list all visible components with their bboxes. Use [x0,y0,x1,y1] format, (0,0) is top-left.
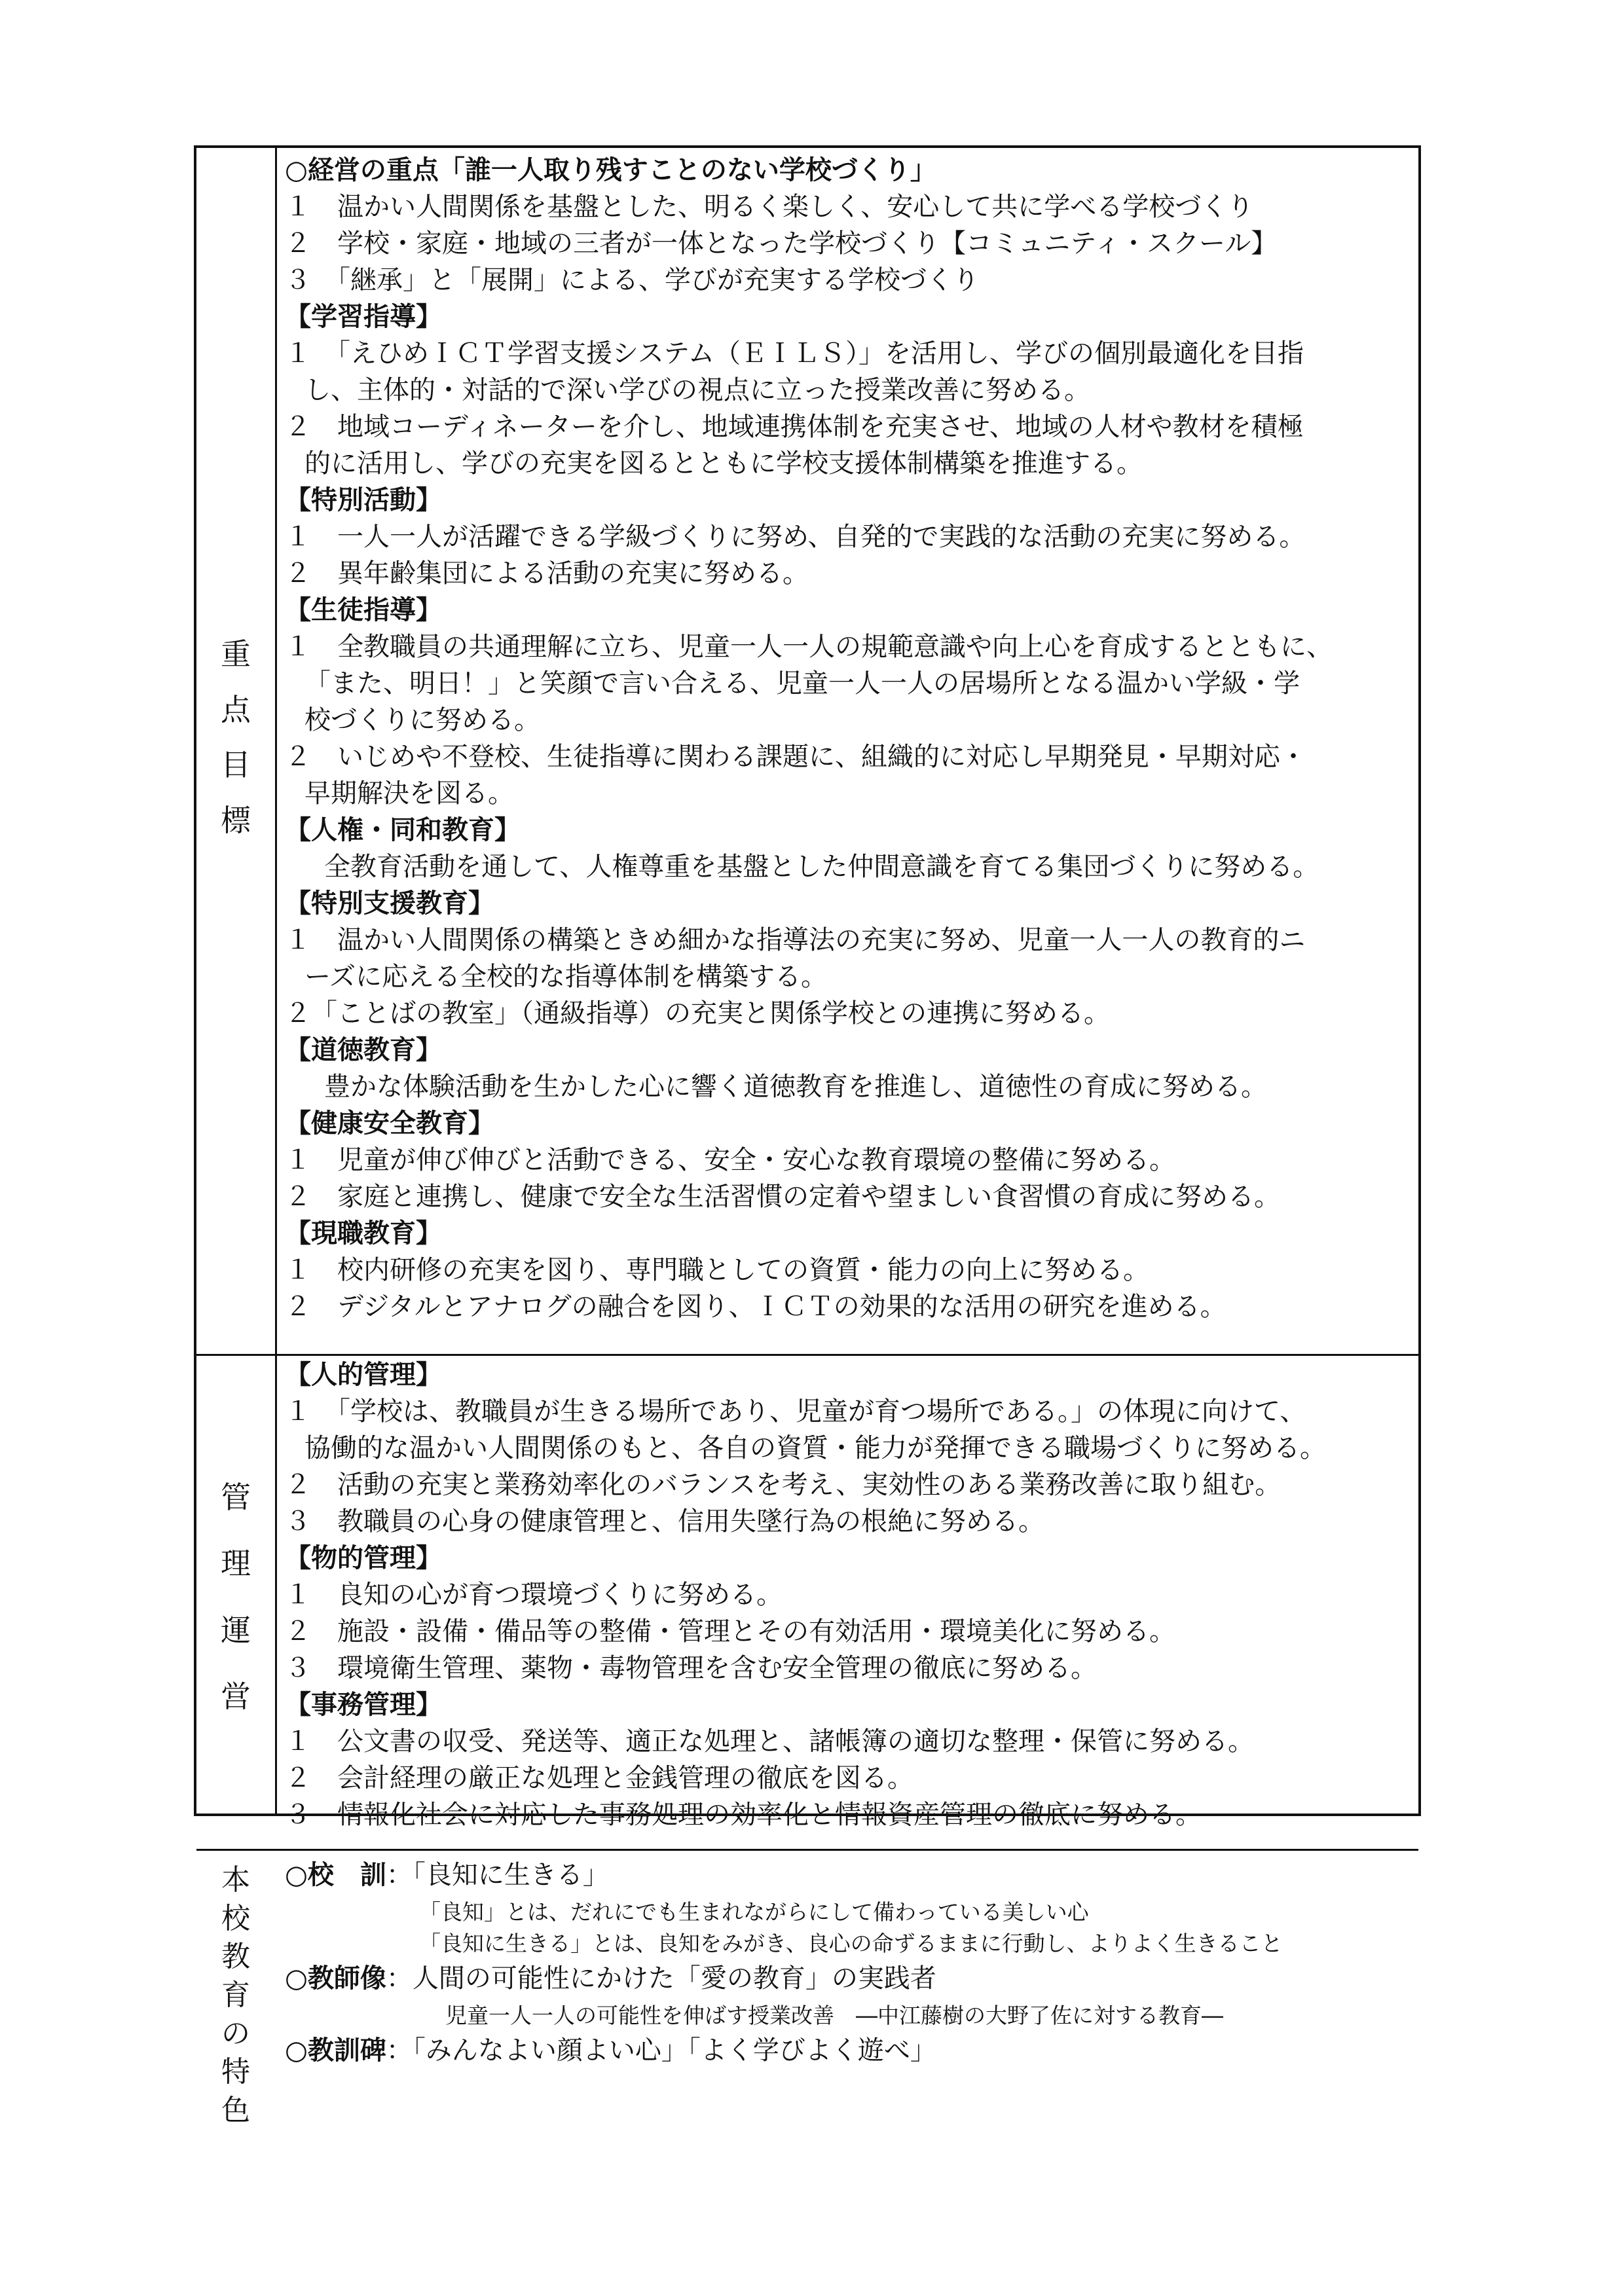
section-heading: 【学習指導】 [285,302,442,332]
section-heading: 【現職教育】 [285,1218,442,1248]
kokun-row [285,1857,1412,1897]
kanri-unei-content [285,1357,1412,1833]
kyokunhi-row [285,2032,1412,2069]
text-line: ２ 会計経理の厳正な処理と金銭管理の徹底を図る。 [285,1763,913,1793]
text-line: １ 温かい人間関係の構築ときめ細かな指導法の充実に努め、児童一人一人の教育的ニ [285,925,1306,955]
label-char: の [221,2016,250,2050]
kokun-heading: ○校 訓 [285,1860,386,1890]
label-char: 校 [221,1901,250,1935]
text-line: １ 「学校は、教職員が生きる場所であり、児童が育つ場所である。」の体現に向けて、 [285,1396,1306,1427]
text-line: ３ 環境衛生管理、薬物・毒物管理を含む安全管理の徹底に努める。 [285,1653,1097,1683]
section-heading: 【人的管理】 [285,1360,442,1390]
section-heading: 【事務管理】 [285,1690,442,1720]
text-line: １ 児童が伸び伸びと活動できる、安全・安心な教育環境の整備に努める。 [285,1145,1175,1175]
text-line: 早期解決を図る。 [304,778,514,809]
text-line: ２「ことばの教室」（通級指導）の充実と関係学校との連携に努める。 [285,998,1110,1029]
section-heading: 【生徒指導】 [285,595,442,625]
text-line: ３ 情報化社会に対応した事務処理の効率化と情報資産管理の徹底に努める。 [285,1800,1202,1830]
kyoshi-value: ：人間の可能性にかけた「愛の教育」の実践者 [386,1963,936,1994]
row-divider-2 [196,1849,1418,1851]
text-line: ２ 施設・設備・備品等の整備・管理とその有効活用・環境美化に努める。 [285,1616,1175,1647]
juten-mokuhyo-content [285,152,1412,1325]
text-line: 的に活用し、学びの充実を図るとともに学校支援体制構築を推進する。 [304,448,1143,479]
text-line: ２ 学校・家庭・地域の三者が一体となった学校づくり【コミュニティ・スクール】 [285,228,1278,259]
row-divider-1 [196,1354,1418,1356]
label-char: 目 [221,747,251,783]
text-line: 協働的な温かい人間関係のもと、各自の資質・能力が発揮できる職場づくりに努める。 [304,1433,1326,1463]
label-char: 点 [221,691,251,727]
text-line: ２ いじめや不登校、生徒指導に関わる課題に、組織的に対応し早期発見・早期対応・ [285,742,1306,772]
kokun-note-2: 「良知に生きる」とは、良知をみがき、良心の命ずるままに行動し、よりよく生きること [419,1931,1283,1956]
text-line: ２ 異年齢集団による活動の充実に努める。 [285,558,809,589]
section-heading: 【特別活動】 [285,485,442,515]
tokushoku-content [285,1857,1412,2069]
label-char: 教 [221,1940,250,1974]
label-juten-mokuhyo [196,636,275,838]
kokun-value: ：「良知に生きる」 [386,1860,609,1890]
text-line: 「また、明日！」と笑顔で言い合える、児童一人一人の居場所となる温かい学級・学 [304,668,1300,699]
kyoshi-note: 児童一人一人の可能性を伸ばす授業改善 ―中江藤樹の大野了佐に対する教育― [445,2003,1223,2028]
text-line: ２ 活動の充実と業務効率化のバランスを考え、実効性のある業務改善に取り組む。 [285,1470,1282,1500]
label-honko-tokushoku [196,1863,275,2127]
label-char: 重 [221,636,251,672]
kyoshi-row [285,1960,1412,1999]
kyokunhi-value: ：「みんなよい顔よい心」「よく学びよく遊べ」 [386,2035,936,2066]
section-heading: 【特別支援教育】 [285,888,494,919]
text-line: し、主体的・対話的で深い学びの視点に立った授業改善に努める。 [304,375,1090,405]
text-line: １ 一人一人が活躍できる学級づくりに努め、自発的で実践的な活動の充実に努める。 [285,522,1306,552]
label-char: 理 [221,1546,251,1582]
section-heading: 【人権・同和教育】 [285,815,521,845]
kyokunhi-heading: ○教訓碑 [285,2035,386,2066]
label-char: 色 [221,2093,250,2127]
text-line: ３ 「継承」と「展開」による、学びが充実する学校づくり [285,265,979,295]
text-line: １ 温かい人間関係を基盤とした、明るく楽しく、安心して共に学べる学校づくり [285,192,1254,222]
text-line: ３ 教職員の心身の健康管理と、信用失墜行為の根絶に努める。 [285,1506,1044,1537]
label-char: 標 [221,802,251,838]
text-line: ーズに応える全校的な指導体制を構築する。 [304,962,827,992]
label-char: 営 [221,1678,251,1714]
section-heading: 【健康安全教育】 [285,1108,494,1139]
label-char: 管 [221,1480,251,1515]
column-divider [275,148,277,1813]
text-line: １ 校内研修の充実を図り、専門職としての資質・能力の向上に努める。 [285,1255,1149,1285]
section-heading: 【物的管理】 [285,1543,442,1573]
kokun-note-1: 「良知」とは、だれにでも生まれながらにして備わっている美しい心 [419,1899,1089,1925]
label-kanri-unei [196,1480,275,1714]
label-char: 本 [221,1863,250,1897]
text-line: ２ 家庭と連携し、健康で安全な生活習慣の定着や望ましい食習慣の育成に努める。 [285,1182,1280,1212]
section-heading: 【道徳教育】 [285,1035,442,1065]
text-line: ２ デジタルとアナログの融合を図り、ＩＣＴの効果的な活用の研究を進める。 [285,1292,1227,1322]
text-line: 全教育活動を通して、人権尊重を基盤とした仲間意識を育てる集団づくりに努める。 [324,852,1320,882]
label-char: 運 [221,1612,251,1648]
label-char: 育 [221,1978,250,2012]
text-line: １ 公文書の収受、発送等、適正な処理と、諸帳簿の適切な整理・保管に努める。 [285,1726,1254,1757]
label-char: 特 [221,2055,250,2089]
text-line: １ 全教職員の共通理解に立ち、児童一人一人の規範意識や向上心を育成するとともに、 [285,632,1333,662]
text-line: １ 「えひめＩＣＴ学習支援システム（ＥＩＬＳ）」を活用し、学びの個別最適化を目指 [285,338,1304,369]
text-line: 豊かな体験活動を生かした心に響く道徳教育を推進し、道徳性の育成に努める。 [324,1072,1267,1102]
section-heading: ○経営の重点「誰一人取り残すことのない学校づくり」 [285,155,936,185]
document-table [194,145,1421,2127]
text-line: １ 良知の心が育つ環境づくりに努める。 [285,1580,783,1610]
text-line: 校づくりに努める。 [304,705,540,735]
kyoshi-heading: ○教師像 [285,1963,386,1994]
text-line: ２ 地域コーディネーターを介し、地域連携体制を充実させ、地域の人材や教材を積極 [285,412,1304,442]
